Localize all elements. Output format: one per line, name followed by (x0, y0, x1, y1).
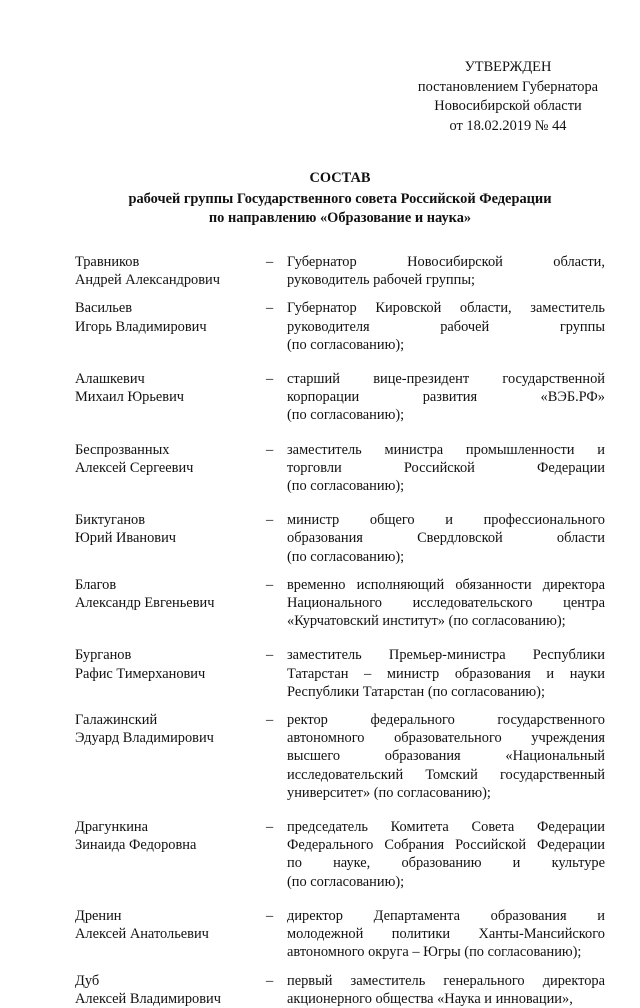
approval-by: постановлением Губернатора (417, 78, 599, 95)
member-dash: – (266, 819, 274, 836)
approval-block (408, 58, 608, 136)
member-surname: Биктуганов (75, 512, 146, 529)
member-role-line: акционерного общества «Наука и инновации», (287, 990, 573, 1007)
member-role (287, 511, 605, 566)
member-role-line: (по согласованию); (287, 478, 405, 495)
member-role-line: старший вице-президент государственной (287, 371, 605, 388)
member-role-line: (по согласованию); (287, 336, 405, 353)
member-row (75, 576, 605, 631)
member-role-line: Губернатор Кировской области, заместитель (287, 300, 605, 317)
member-role-line: корпорации развития «ВЭБ.РФ» (287, 389, 605, 406)
member-name (75, 818, 255, 854)
approval-status: УТВЕРЖДЕН (464, 59, 552, 75)
member-row (75, 907, 605, 962)
member-surname: Травников (75, 254, 140, 270)
member-given-names: Рафис Тимерханович (75, 665, 206, 682)
member-dash: – (266, 647, 274, 664)
member-given-names: Андрей Александрович (75, 272, 220, 289)
member-role-line: (по согласованию); (287, 407, 405, 424)
member-role (287, 972, 605, 1008)
member-given-names: Александр Евгеньевич (75, 595, 215, 612)
member-dash: – (266, 972, 274, 989)
member-role (287, 646, 605, 701)
member-role-line: Федерального Собрания Российской Федерации (287, 837, 605, 854)
member-row (75, 511, 605, 566)
member-role (287, 711, 605, 802)
member-role-line: первый заместитель генерального директора (287, 972, 605, 989)
member-role-line: руководителя рабочей группы (287, 318, 605, 335)
member-surname: Дуб (75, 972, 100, 989)
member-name (75, 441, 255, 477)
member-dash: – (266, 441, 274, 458)
member-role-line: исследовательский Томский государственный (287, 766, 605, 783)
members-list (75, 253, 605, 1008)
member-role-line: молодежной политики Ханты-Мансийского (287, 926, 605, 943)
member-name (75, 576, 255, 612)
member-role-line: образования Свердловской области (287, 530, 605, 547)
member-surname: Алашкевич (75, 371, 145, 388)
member-surname: Васильев (75, 300, 133, 317)
approval-region: Новосибирской области (434, 98, 582, 114)
member-role-line: председатель Комитета Совета Федерации (287, 819, 605, 836)
member-dash: – (266, 512, 274, 529)
member-role-line: заместитель Премьер-министра Республики (287, 647, 605, 664)
member-role-line: высшего образования «Национальный (287, 748, 605, 765)
member-role-line: временно исполняющий обязанности директора (287, 576, 605, 593)
member-row (75, 253, 605, 289)
member-name (75, 972, 255, 1008)
member-role-line: «Курчатовский институт» (по согласованию); (287, 613, 566, 630)
member-role-line: автономного округа – Югры (по согласованию); (287, 944, 582, 961)
member-role (287, 907, 605, 962)
member-row (75, 299, 605, 354)
member-role-line: министр общего и профессионального (287, 512, 605, 529)
member-role-line: руководитель рабочей группы; (287, 272, 475, 289)
member-role-line: Республики Татарстан (по согласованию); (287, 683, 545, 700)
member-name (75, 711, 255, 747)
member-surname: Драгункина (75, 819, 148, 836)
member-row (75, 818, 605, 891)
member-given-names: Алексей Сергеевич (75, 459, 194, 476)
member-name (75, 253, 255, 289)
document-subtitle-line-1: рабочей группы Государственного совета Российской Федерации (128, 191, 552, 207)
member-role-line: (по согласованию); (287, 873, 405, 890)
member-surname: Беспрозванных (75, 441, 170, 458)
member-name (75, 299, 255, 335)
member-given-names: Эдуард Владимирович (75, 730, 214, 747)
member-role-line: (по согласованию); (287, 548, 405, 565)
member-row (75, 711, 605, 802)
member-surname: Благов (75, 576, 117, 593)
member-role-line: директор Департамента образования и (287, 907, 605, 924)
member-name (75, 907, 255, 943)
member-role-line: Татарстан – министр образования и науки (287, 665, 605, 682)
member-dash: – (266, 254, 274, 270)
member-row (75, 646, 605, 701)
approval-date: от 18.02.2019 № 44 (449, 117, 567, 134)
member-given-names: Зинаида Федоровна (75, 837, 197, 854)
member-name (75, 511, 255, 547)
member-role-line: Губернатор Новосибирской области, (287, 254, 605, 270)
member-row (75, 972, 605, 1008)
member-role-line: торговли Российской Федерации (287, 459, 605, 476)
member-surname: Галажинский (75, 712, 158, 729)
member-name (75, 370, 255, 406)
member-role (287, 818, 605, 891)
member-row (75, 370, 605, 425)
member-role-line: университет» (по согласованию); (287, 784, 491, 801)
member-surname: Дренин (75, 907, 122, 924)
member-role-line: заместитель министра промышленности и (287, 441, 605, 458)
document-title: СОСТАВ (309, 170, 371, 186)
member-dash: – (266, 712, 274, 729)
member-role (287, 253, 605, 289)
member-given-names: Игорь Владимирович (75, 318, 207, 335)
member-role (287, 441, 605, 496)
member-role-line: автономного образовательного учреждения (287, 730, 605, 747)
member-dash: – (266, 576, 274, 593)
document-subtitle-line-2: по направлению «Образование и наука» (208, 210, 472, 226)
member-role-line: ректор федерального государственного (287, 712, 605, 729)
member-name (75, 646, 255, 682)
member-role (287, 299, 605, 354)
member-surname: Бурганов (75, 647, 132, 664)
member-dash: – (266, 300, 274, 317)
member-given-names: Алексей Владимирович (75, 990, 221, 1007)
document-heading (60, 169, 620, 228)
member-role (287, 370, 605, 425)
member-dash: – (266, 907, 274, 924)
member-role-line: по науке, образованию и культуре (287, 855, 605, 872)
member-role (287, 576, 605, 631)
member-given-names: Михаил Юрьевич (75, 389, 185, 406)
member-dash: – (266, 371, 274, 388)
member-given-names: Юрий Иванович (75, 530, 177, 547)
member-row (75, 441, 605, 496)
member-role-line: Национального исследовательского центра (287, 595, 605, 612)
member-given-names: Алексей Анатольевич (75, 926, 209, 943)
